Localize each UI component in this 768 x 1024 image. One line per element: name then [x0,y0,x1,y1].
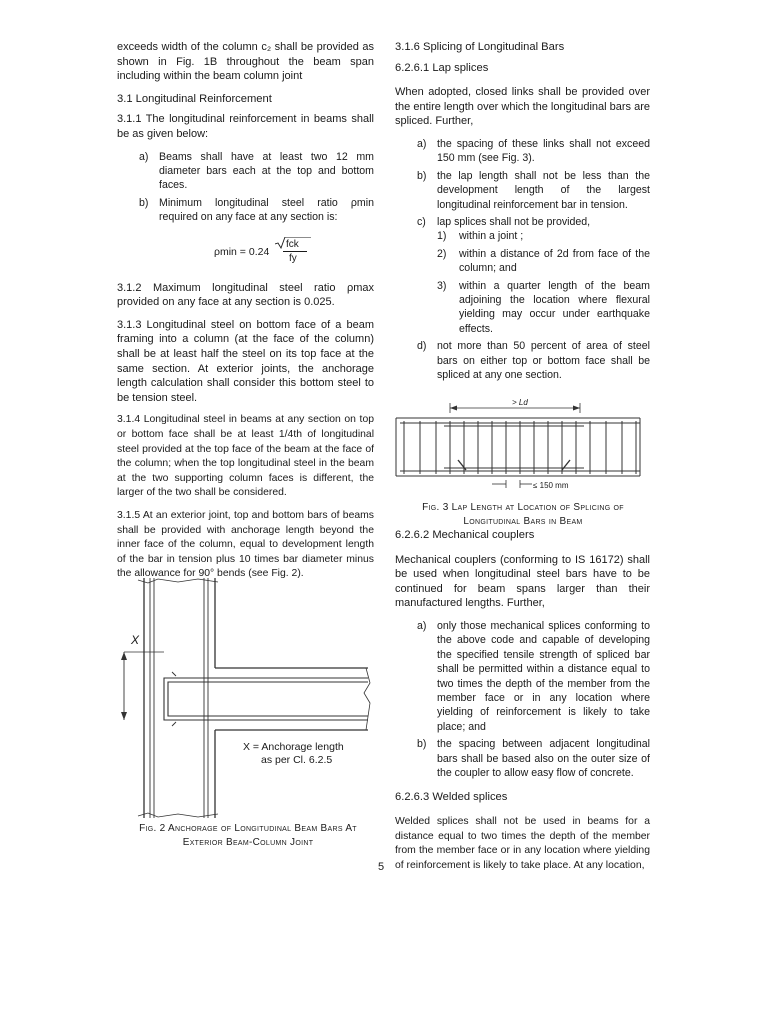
list-item [395,137,650,166]
list-marker: a) [139,150,149,163]
list-marker: 1) [437,230,447,243]
para-6-2-6-2: Mechanical couplers (conforming to IS 16172) shall be used when longitudinal steel bars have to be continued for beam spans larger than their manufactured lengths. Further, [395,553,650,610]
figure-2 [118,578,378,818]
list-text: within a joint ; [459,230,524,243]
list-item [395,619,650,734]
list-text: only those mechanical splices conforming to the above code and capable of developing the specified tensile strength of spliced bar shall be permitted within a distance equal to two times the depth of the member from the member face or in any location where yielding of reinforcement is likely to take place; and [437,619,650,733]
heading-3-1-6: 3.1.6 Splicing of Longitudinal Bars [395,41,565,53]
list-item [395,169,650,212]
heading-6-2-6-2: 6.2.6.2 Mechanical couplers [395,529,535,541]
list-text: the lap length shall not be less than the development length of the largest longitudinal reinforcement bar in tension. [437,169,650,211]
list-text: Minimum longitudinal steel ratio ρmin required on any face at any section is: [159,196,374,224]
rho-min-formula [117,237,374,267]
formula-numerator: fck [286,238,299,250]
figure-2-drawing [118,578,378,818]
figure-3 [394,394,652,494]
list-marker: a) [417,137,427,150]
formula-denominator: fy [289,252,297,264]
anchorage-label-line1: X = Anchorage length [243,741,344,753]
list-item [437,279,650,337]
list-3-1-1 [117,150,374,225]
para-6-2-6-1: When adopted, closed links shall be provided over the entire length over which the longitudinal bars are spliced. Further, [395,86,650,128]
sublist-c [437,229,650,336]
list-6-2-6-1 [395,137,650,383]
para-3-1-3: 3.1.3 Longitudinal steel on bottom face of a beam framing into a column (at the face of the column) shall be at least half the steel on its top face at the same section. At exterior joints, the anchorage length calculation shall consider this bottom steel to be tension steel. [117,318,374,404]
page-number: 5 [378,861,385,873]
right-column-top [395,40,650,388]
list-marker: d) [417,340,427,353]
list-marker: b) [417,169,427,182]
caption-line: Exterior Beam-Column Joint [182,837,314,848]
heading-6-2-6-1: 6.2.6.1 Lap splices [395,61,489,74]
list-text: not more than 50 percent of area of steel bars on either top or bottom face shall be spliced at any one section. [437,340,650,382]
para-3-1-1: 3.1.1 The longitudinal reinforcement in beams shall be as given below: [117,113,374,140]
anchorage-label-line2: as per Cl. 6.2.5 [261,754,333,766]
list-text: the spacing between adjacent longitudinal bars shall be based also on the outer size of the coupler to allow easy flow of concrete. [437,738,650,780]
list-marker: b) [139,196,149,209]
list-marker: a) [417,619,427,632]
list-marker: b) [417,738,427,751]
para-6-2-6-3: Welded splices shall not be used in beams for a distance equal to two times the depth of the member from the member face or in any location where yielding of reinforcement is likely to take place. At any location, [395,816,650,871]
list-text: lap splices shall not be provided, [437,216,591,228]
list-item [395,215,650,336]
ld-label: > Ld [512,398,528,407]
list-item [395,339,650,382]
list-item [117,150,374,193]
heading-3-1: 3.1 Longitudinal Reinforcement [117,92,272,105]
list-marker: c) [417,216,426,228]
list-text: Beams shall have at least two 12 mm diameter bars each at the top and bottom faces. [159,150,374,192]
para-3-1-5: 3.1.5 At an exterior joint, top and bottom bars of beams shall be provided with anchorage length beyond the inner face of the column, equal to development length of the bar in tension plus 10 times bar diameter minus the allowance for 90° bends (see Fig. 2). [117,509,374,580]
figure-2-caption [117,822,379,850]
caption-line: Fig. 3 Lap Length at Location of Splicing of [422,502,624,513]
list-text: the spacing of these links shall not exceed 150 mm (see Fig. 3). [437,137,650,165]
list-marker: 3) [437,279,447,292]
formula-lhs: ρmin = 0.24 [214,245,270,258]
x-label: X [131,633,140,647]
list-item [395,737,650,780]
right-column-bottom [395,528,650,881]
figure-3-caption [394,501,652,529]
list-text: within a distance of 2d from face of the column; and [459,247,650,275]
list-6-2-6-2 [395,619,650,780]
left-column [117,40,374,590]
intro-paragraph: exceeds width of the column c₂ shall be provided as shown in Fig. 1B throughout the beam span including within the beam column joint [117,41,374,83]
list-item [437,229,650,243]
list-text: within a quarter length of the beam adjoining the location where flexural yielding may occur under earthquake effects. [459,279,650,335]
heading-6-2-6-3: 6.2.6.3 Welded splices [395,791,508,804]
para-3-1-4: 3.1.4 Longitudinal steel in beams at any section on top or bottom face shall be at least 1/4th of longitudinal steel provided at the top face of the beam at the face of the column; when the top longitudinal steel in the beam at the two supporting column faces is different, the larger of the two shall be considered. [117,414,374,499]
list-marker: 2) [437,247,447,260]
list-item [117,196,374,225]
para-3-1-2: 3.1.2 Maximum longitudinal steel ratio ρmax provided on any face at any section is 0.025. [117,281,374,309]
caption-line: Longitudinal Bars in Beam [463,516,583,527]
spacing-label: ≤ 150 mm [533,481,569,490]
list-item [437,247,650,276]
caption-line: Fig. 2 Anchorage of Longitudinal Beam Bars At [139,823,357,834]
